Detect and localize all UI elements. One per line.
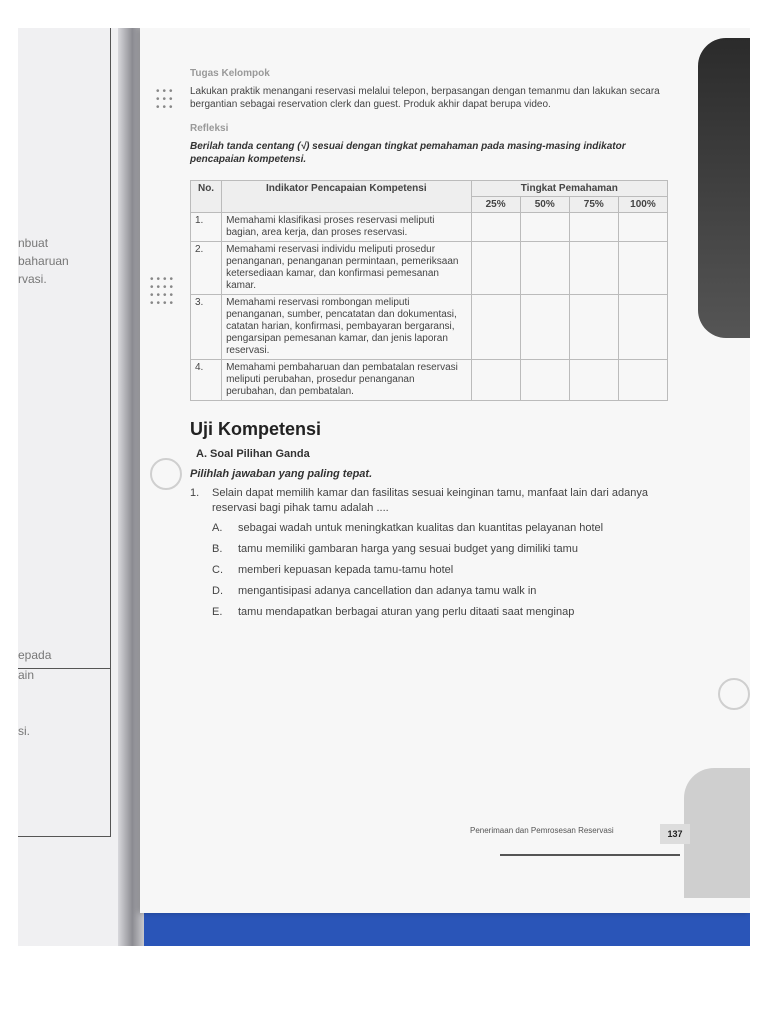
row-indicator: Memahami klasifikasi proses reservasi meliputi bagian, area kerja, dan proses reservasi. <box>222 213 472 242</box>
option-a[interactable] <box>212 522 680 534</box>
table-row <box>191 360 668 401</box>
section-heading: A. Soal Pilihan Ganda <box>196 448 310 460</box>
row-indicator: Memahami reservasi rombongan meliputi penanganan, sumber, pencatatan dan dokumentasi, catatan harian, konfirmasi, pembayaran bergaransi, pengarsipan pemesanan kamar, dan jenis laporan reservasi. <box>222 295 472 360</box>
row-number: 1. <box>191 213 222 242</box>
option-text: mengantisipasi adanya cancellation dan adanya tamu walk in <box>238 585 537 597</box>
circle-decoration <box>718 678 750 710</box>
left-snippet: baharuan <box>18 254 69 268</box>
option-letter: E. <box>212 606 223 618</box>
left-snippet: nbuat <box>18 236 49 250</box>
level-header: 75% <box>569 197 618 213</box>
check-cell[interactable] <box>618 295 667 360</box>
header-tingkat: Tingkat Pemahaman <box>471 181 667 197</box>
question-number: 1. <box>190 487 200 499</box>
page-content <box>190 68 680 627</box>
check-cell[interactable] <box>471 213 520 242</box>
option-letter: B. <box>212 543 223 555</box>
check-cell[interactable] <box>618 242 667 295</box>
table-row <box>191 295 668 360</box>
footer-line <box>500 854 680 856</box>
book-photo <box>18 28 750 946</box>
option-c[interactable] <box>212 564 680 576</box>
option-letter: A. <box>212 522 223 534</box>
option-text: memberi kepuasan kepada tamu-tamu hotel <box>238 564 454 576</box>
left-snippet: rvasi. <box>18 272 47 286</box>
question-1 <box>190 486 680 516</box>
left-snippet: si. <box>18 724 30 738</box>
check-cell[interactable] <box>569 295 618 360</box>
decorative-shape <box>684 768 750 898</box>
check-cell[interactable] <box>471 242 520 295</box>
reflection-table <box>190 180 668 401</box>
dots-decoration: •••• •••• •••• •••• <box>150 274 177 309</box>
row-number: 2. <box>191 242 222 295</box>
footer-title: Penerimaan dan Pemrosesan Reservasi <box>470 826 614 835</box>
check-cell[interactable] <box>520 213 569 242</box>
header-indikator: Indikator Pencapaian Kompetensi <box>222 181 472 213</box>
decorative-shape <box>698 38 750 338</box>
option-text: tamu memiliki gambaran harga yang sesuai budget yang dimiliki tamu <box>238 543 578 555</box>
left-page <box>18 28 130 946</box>
left-snippet: ain <box>18 668 35 682</box>
row-number: 4. <box>191 360 222 401</box>
option-text: tamu mendapatkan berbagai aturan yang perlu ditaati saat menginap <box>238 606 575 618</box>
check-cell[interactable] <box>520 242 569 295</box>
option-d[interactable] <box>212 585 680 597</box>
question-instruction: Pilihlah jawaban yang paling tepat. <box>190 468 373 480</box>
main-page <box>140 28 750 913</box>
level-header: 50% <box>520 197 569 213</box>
left-frame-top <box>18 28 111 669</box>
tugas-text: Lakukan praktik menangani reservasi melalui telepon, berpasangan dengan temanmu dan lakukan secara bergantian sebagai reservation clerk dan guest. Produk akhir dapat berupa video. <box>190 86 660 110</box>
check-cell[interactable] <box>520 360 569 401</box>
dots-decoration: ••• ••• ••• <box>156 86 176 113</box>
option-text: sebagai wadah untuk meningkatkan kualitas dan kuantitas pelayanan hotel <box>238 522 604 534</box>
uji-title: Uji Kompetensi <box>190 419 322 439</box>
check-cell[interactable] <box>618 360 667 401</box>
row-indicator: Memahami reservasi individu meliputi prosedur penanganan, penanganan permintaan, pemeriksaan ketersediaan kamar, dan konfirmasi pemesanan kamar. <box>222 242 472 295</box>
row-number: 3. <box>191 295 222 360</box>
table-row <box>191 242 668 295</box>
row-indicator: Memahami pembaharuan dan pembatalan reservasi meliputi perubahan, prosedur penanganan perubahan, dan pembatalan. <box>222 360 472 401</box>
level-header: 25% <box>471 197 520 213</box>
check-cell[interactable] <box>471 295 520 360</box>
option-b[interactable] <box>212 543 680 555</box>
option-letter: C. <box>212 564 223 576</box>
option-letter: D. <box>212 585 223 597</box>
check-cell[interactable] <box>520 295 569 360</box>
circle-decoration <box>150 458 182 490</box>
refleksi-heading: Refleksi <box>190 123 229 134</box>
check-cell[interactable] <box>569 360 618 401</box>
header-no: No. <box>191 181 222 213</box>
page-number: 137 <box>660 824 690 844</box>
question-text: Selain dapat memilih kamar dan fasilitas sesuai keinginan tamu, manfaat lain dari adanya reservasi bagi pihak tamu adalah .... <box>212 487 648 514</box>
check-cell[interactable] <box>569 213 618 242</box>
check-cell[interactable] <box>471 360 520 401</box>
check-cell[interactable] <box>618 213 667 242</box>
table-row <box>191 213 668 242</box>
left-frame-bottom <box>18 668 111 837</box>
left-snippet: epada <box>18 648 52 662</box>
refleksi-instruction: Berilah tanda centang (√) sesuai dengan tingkat pemahaman pada masing-masing indikator pencapaian kompetensi. <box>190 141 626 165</box>
option-e[interactable] <box>212 606 680 618</box>
tugas-heading: Tugas Kelompok <box>190 68 270 79</box>
level-header: 100% <box>618 197 667 213</box>
check-cell[interactable] <box>569 242 618 295</box>
